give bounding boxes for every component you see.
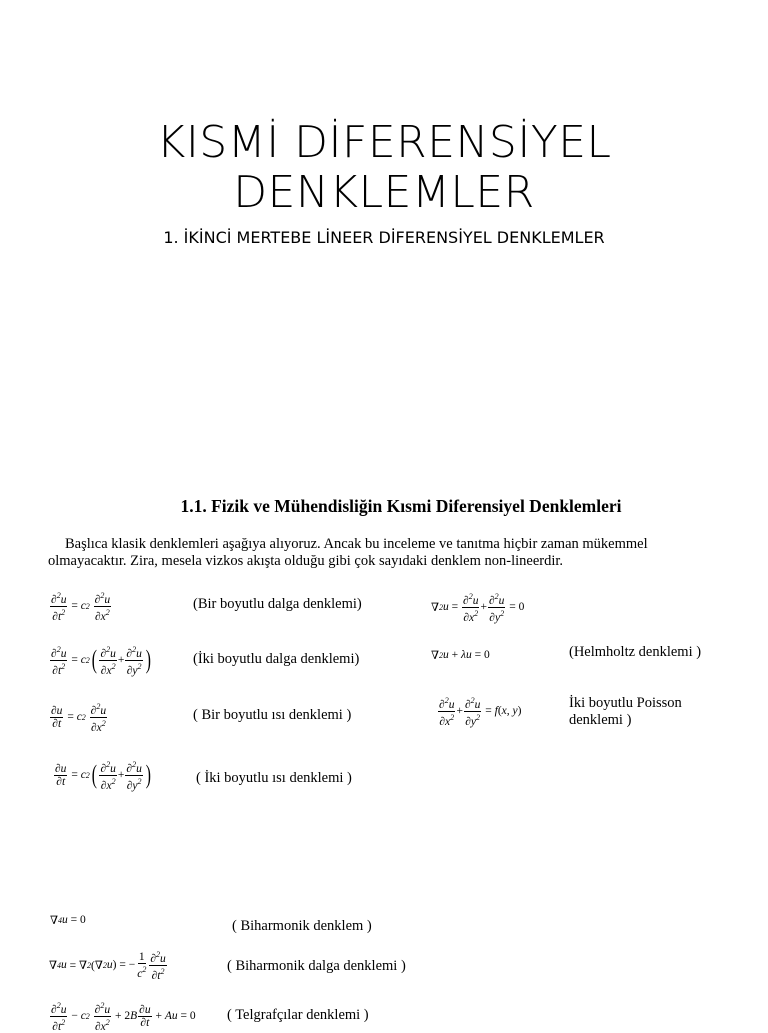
biharmonic-label: ( Biharmonik denklem ) xyxy=(232,918,372,934)
wave-2d-label: (İki boyutlu dalga denklemi) xyxy=(193,651,360,667)
heat-1d-equation: $\frac{\partial u}{\partial t}$ = c 2 $\frac{\partial^2u}{\partial x^2}$ xyxy=(51,702,107,734)
poisson-equation: $\frac{\partial^2u}{\partial x^2}$ + $\frac{\partial^2u}{\partial y^2}$ = f ( x, y ) xyxy=(439,696,522,728)
title-line-1: KISMİ DİFERENSİYEL xyxy=(156,117,612,168)
telegraph-equation: $\frac{\partial^2u}{\partial t^2}$ − c 2 $\frac{\partial^2u}{\partial x^2}$ + 2 B $\frac{\partial u}{\partial t}$ + Au = 0 xyxy=(51,1001,196,1033)
poisson-label-line-1: İki boyutlu Poisson xyxy=(569,695,682,711)
wave-1d-equation: $\frac{\partial^2u}{\partial t^2}$ = c 2 $\frac{\partial^2u}{\partial x^2}$ xyxy=(51,591,111,623)
biharmonic-wave-equation: ∇ 4 u = ∇ 2 (∇ 2 u ) = − $\frac{1}{c^2}$ $\frac{\partial^2u}{\partial t^2}$ xyxy=(49,950,166,982)
wave-1d-label: (Bir boyutlu dalga denklemi) xyxy=(193,596,362,612)
telegraph-label: ( Telgrafçılar denklemi ) xyxy=(227,1007,369,1023)
heat-2d-label: ( İki boyutlu ısı denklemi ) xyxy=(196,770,352,786)
title-line-2: DENKLEMLER xyxy=(233,167,535,218)
biharmonic-equation: ∇ 4 u = 0 xyxy=(50,914,86,927)
wave-2d-equation: $\frac{\partial^2u}{\partial t^2}$ = c 2 ( $\frac{\partial^2u}{\partial x^2}$ + $\frac{\partial^2u}{\partial y^2}$ ) xyxy=(51,645,151,677)
laplace-equation: ∇ 2 u = $\frac{\partial^2u}{\partial x^2}$ + $\frac{\partial^2u}{\partial y^2}$ = 0 xyxy=(431,592,525,624)
chapter-subtitle: 1. İKİNCİ MERTEBE LİNEER DİFERENSİYEL DENKLEMLER xyxy=(163,228,605,247)
page-title xyxy=(0,118,768,218)
section-heading: 1.1. Fizik ve Mühendisliğin Kısmi Diferensiyel Denklemleri xyxy=(180,496,622,516)
helmholtz-label: (Helmholtz denklemi ) xyxy=(569,644,702,660)
intro-paragraph: Başlıca klasik denklemleri aşağıya alıyoruz. Ancak bu inceleme ve tanıtma hiçbir zaman mükemmel olmayacaktır. Zira, mesela vizkos akışta olduğu gibi çok sayıdaki denklem non-lineerdir. xyxy=(48,536,648,569)
biharmonic-wave-label: ( Biharmonik dalga denklemi ) xyxy=(227,958,406,974)
heat-2d-equation: $\frac{\partial u}{\partial t}$ = c 2 ( $\frac{\partial^2u}{\partial x^2}$ + $\frac{\partial^2u}{\partial y^2}$ ) xyxy=(55,760,151,792)
poisson-label-line-2: denklemi ) xyxy=(569,712,632,728)
poisson-label xyxy=(569,695,682,729)
heat-1d-label: ( Bir boyutlu ısı denklemi ) xyxy=(193,707,352,723)
helmholtz-equation: ∇ 2 u + λu = 0 xyxy=(431,649,490,662)
